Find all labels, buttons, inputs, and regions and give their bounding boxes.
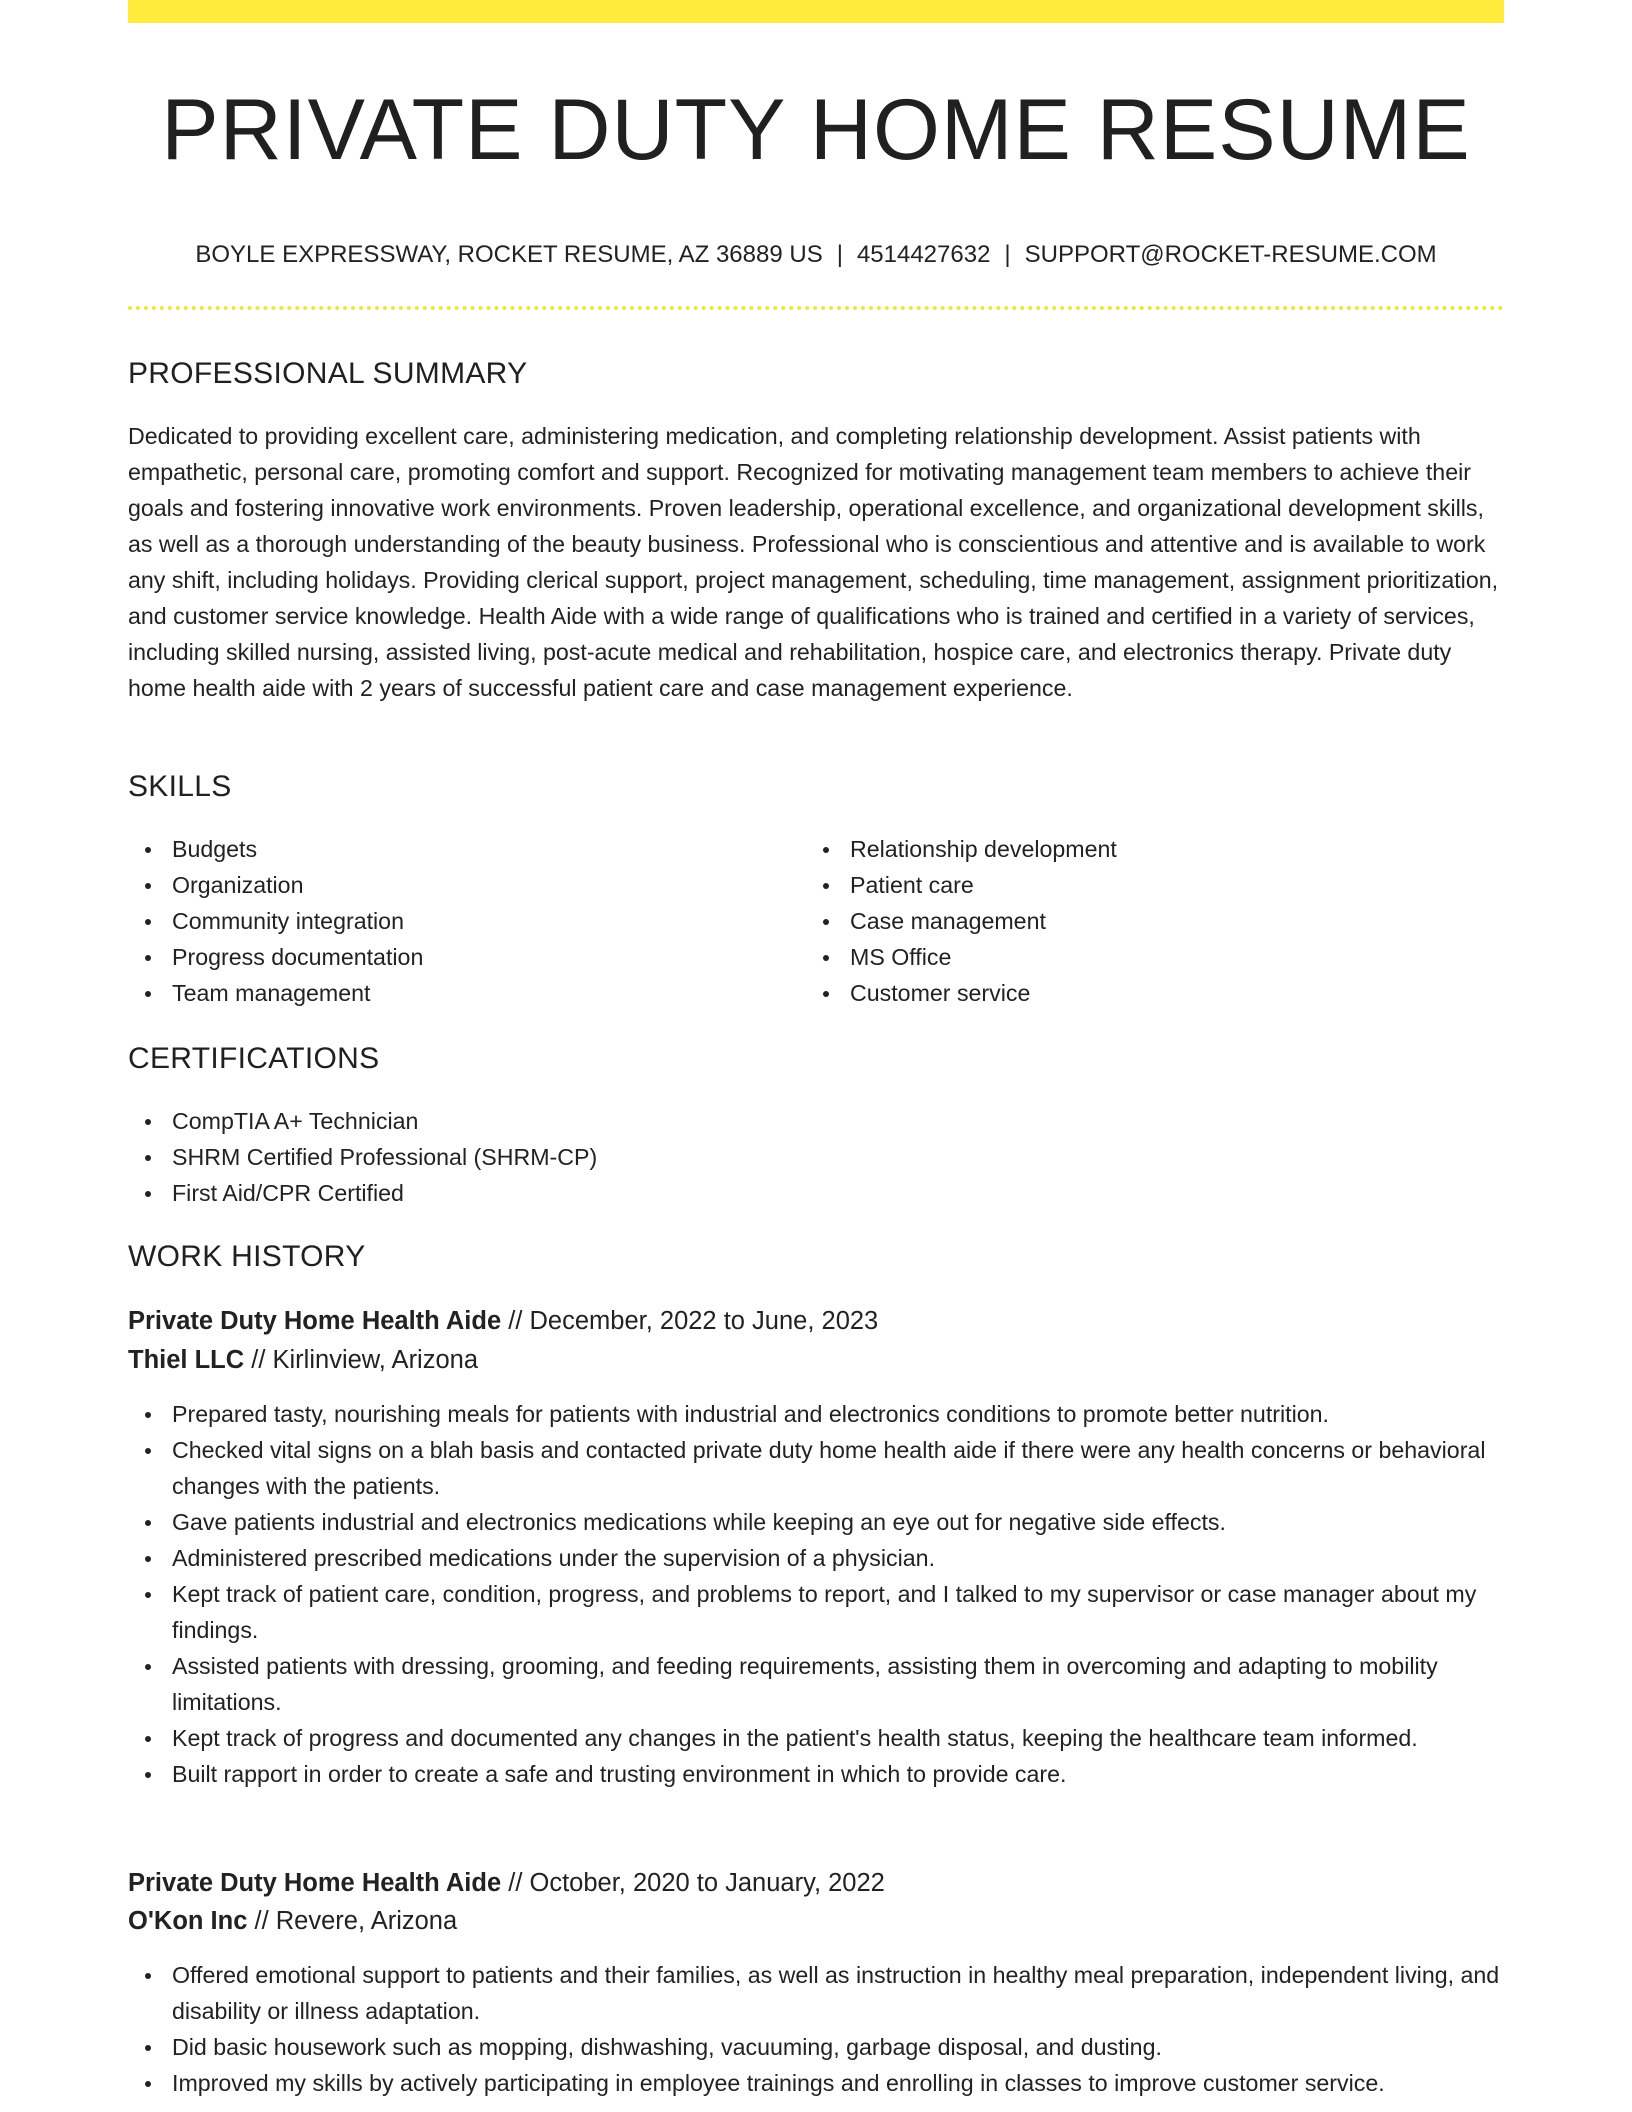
contact-line — [128, 237, 1504, 273]
job-dates: // December, 2022 to June, 2023 — [501, 1307, 879, 1335]
certifications-heading: CERTIFICATIONS — [128, 1042, 380, 1075]
job-location: // Kirlinview, Arizona — [244, 1346, 479, 1374]
job-company: Thiel LLC — [128, 1346, 245, 1374]
job-bullets — [128, 1957, 1504, 2101]
resume-title: PRIVATE DUTY HOME RESUME — [161, 82, 1471, 178]
job-bullet: Checked vital signs on a blah basis and contacted private duty home health aide if there were any health concerns or behavioral changes with the patients. — [128, 1432, 1504, 1504]
contact-email: SUPPORT@ROCKET-RESUME.COM — [1024, 241, 1437, 268]
job-title: Private Duty Home Health Aide — [128, 1869, 502, 1897]
skills-heading: SKILLS — [128, 770, 232, 803]
job-bullet: Offered emotional support to patients and their families, as well as instruction in healthy meal preparation, independent living, and disability or illness adaptation. — [128, 1957, 1504, 2029]
skill-item: Community integration — [128, 903, 788, 939]
summary-heading: PROFESSIONAL SUMMARY — [128, 357, 528, 390]
job-bullet: Kept track of patient care, condition, progress, and problems to report, and I talked to my supervisor or case manager about my findings. — [128, 1576, 1504, 1648]
contact-separator: | — [1004, 241, 1011, 268]
job-bullet: Kept track of progress and documented any changes in the patient's health status, keeping the healthcare team informed. — [128, 1720, 1504, 1756]
job-bullet: Assisted patients with dressing, grooming, and feeding requirements, assisting them in overcoming and adapting to mobility limitations. — [128, 1648, 1504, 1720]
contact-phone: 4514427632 — [856, 241, 991, 268]
skill-item: Case management — [806, 903, 1466, 939]
skill-item: Relationship development — [806, 831, 1466, 867]
job-company-line — [128, 1902, 457, 1940]
work-history-heading: WORK HISTORY — [128, 1240, 366, 1273]
job-bullet: Improved my skills by actively participating in employee trainings and enrolling in classes to improve customer service. — [128, 2065, 1504, 2101]
summary-text: Dedicated to providing excellent care, administering medication, and completing relationship development. Assist patients with empathetic, personal care, promoting comfort and support. Recognized for motivating management team members to achieve their goals and fostering innovative work environments. Proven leadership, operational excellence, and organizational development skills, as well as a thorough understanding of the beauty business. Professional who is conscientious and attentive and is available to work any shift, including holidays. Providing clerical support, project management, scheduling, time management, assignment prioritization, and customer service knowledge. Health Aide with a wide range of qualifications who is trained and certified in a variety of services, including skilled nursing, assisted living, post-acute medical and rehabilitation, hospice care, and electronics therapy. Private duty home health aide with 2 years of successful patient care and case management experience. — [128, 423, 1499, 701]
job-company-line — [128, 1341, 478, 1379]
skill-item: Customer service — [806, 975, 1466, 1011]
job-bullet: Prepared tasty, nourishing meals for patients with industrial and electronics conditions to promote better nutrition. — [128, 1396, 1504, 1432]
job-bullet: Did basic housework such as mopping, dishwashing, vacuuming, garbage disposal, and dusting. — [128, 2029, 1504, 2065]
job-title-line — [128, 1302, 878, 1340]
skill-item: Patient care — [806, 867, 1466, 903]
skill-item: Progress documentation — [128, 939, 788, 975]
skill-item: Team management — [128, 975, 788, 1011]
job-title: Private Duty Home Health Aide — [128, 1307, 502, 1335]
job-bullets — [128, 1396, 1504, 1792]
job-bullet: Administered prescribed medications under the supervision of a physician. — [128, 1540, 1504, 1576]
job-dates: // October, 2020 to January, 2022 — [501, 1869, 885, 1897]
job-bullet: Built rapport in order to create a safe and trusting environment in which to provide care. — [128, 1756, 1504, 1792]
skill-item: MS Office — [806, 939, 1466, 975]
certifications-list — [128, 1103, 1504, 1211]
accent-top-bar — [128, 0, 1504, 23]
skills-list-right — [806, 831, 1466, 1011]
contact-separator: | — [836, 241, 843, 268]
contact-address: BOYLE EXPRESSWAY, ROCKET RESUME, AZ 36889 US — [195, 241, 823, 268]
job-location: // Revere, Arizona — [247, 1907, 458, 1935]
certification-item: CompTIA A+ Technician — [128, 1103, 1504, 1139]
certification-item: SHRM Certified Professional (SHRM-CP) — [128, 1139, 1504, 1175]
job-company: O'Kon Inc — [128, 1907, 248, 1935]
skill-item: Organization — [128, 867, 788, 903]
job-title-line — [128, 1864, 885, 1902]
job-bullet: Gave patients industrial and electronics medications while keeping an eye out for negative side effects. — [128, 1504, 1504, 1540]
certification-item: First Aid/CPR Certified — [128, 1175, 1504, 1211]
skill-item: Budgets — [128, 831, 788, 867]
dotted-divider — [128, 306, 1504, 310]
skills-list-left — [128, 831, 788, 1011]
